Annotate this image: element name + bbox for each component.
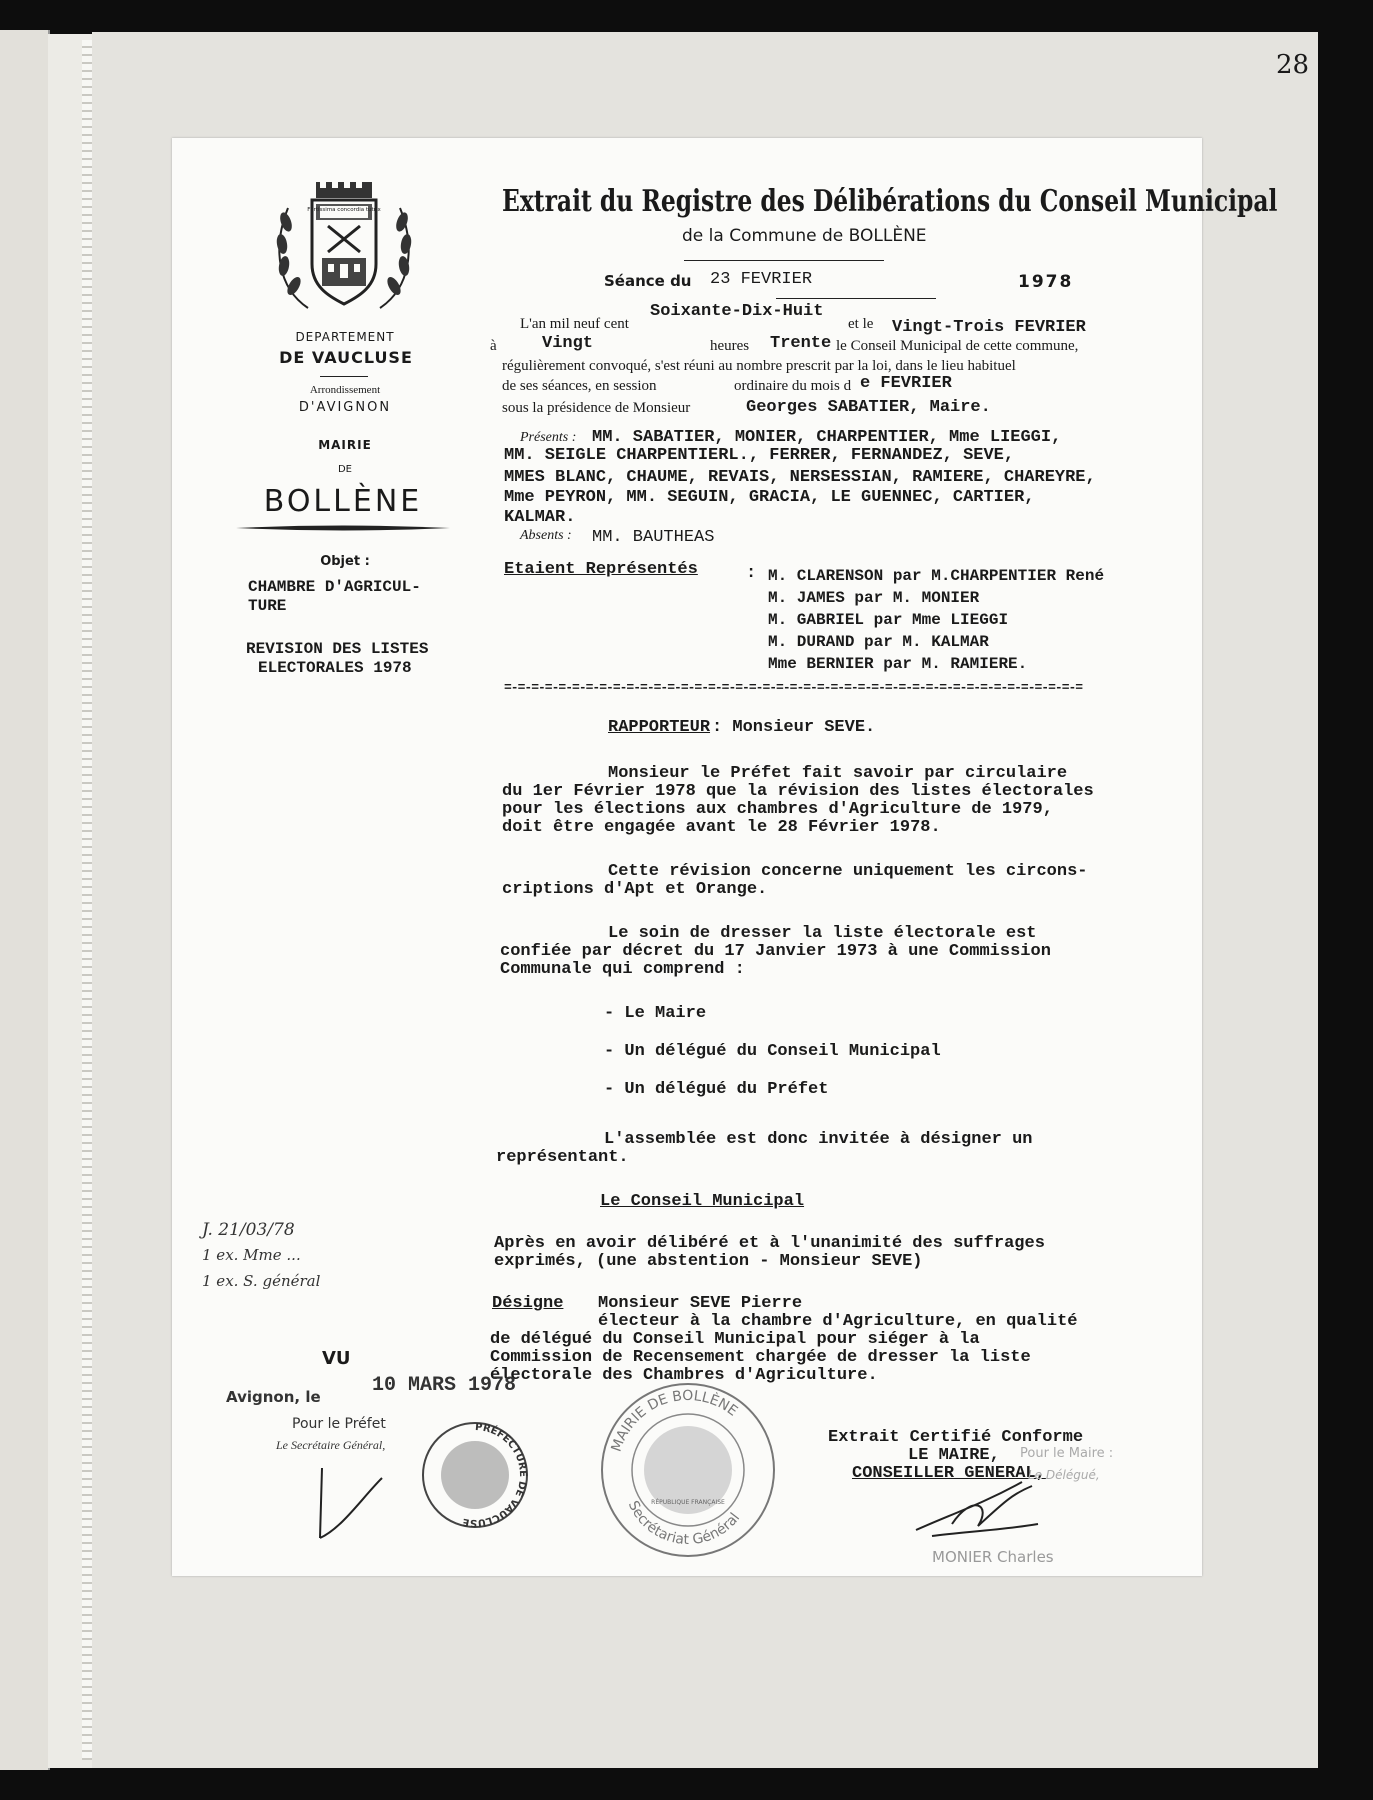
p1-line-3: pour les élections aux chambres d'Agriculture de 1979, [502,800,1053,819]
separator-line: =-=-=-=-=-=-=-=-=-=-=-=-=-=-=-=-=-=-=-=-=-=-=-=-=-=-=-=-=-=-=-=-=-=-=-=-=-=-=-=-=-=-= [504,680,1083,695]
p2-line-2: criptions d'Apt et Orange. [502,880,768,899]
represented-line-5: Mme BERNIER par M. RAMIERE. [768,655,1028,673]
absents-label: Absents : [520,528,572,543]
presents-line-4: Mme PEYRON, MM. SEGUIN, GRACIA, LE GUENNEC, CARTIER, [504,488,1035,507]
list-item-conseil: - Un délégué du Conseil Municipal [604,1042,941,1061]
preamble-line2-a: à [490,338,497,354]
absents-names: MM. BAUTHEAS [592,528,715,547]
departement-name: DE VAUCLUSE [279,348,413,367]
mairie-seal-icon [598,1380,778,1560]
p6-line-2: électeur à la chambre d'Agriculture, en qualité [598,1312,1078,1331]
objet-line-3: REVISION DES LISTES [246,640,429,658]
preamble-month: e FEVRIER [860,374,952,393]
p6-line-1: Monsieur SEVE Pierre [598,1294,803,1313]
mairie-seal-republique: RÉPUBLIQUE FRANÇAISE [651,1499,725,1506]
list-item-prefet: - Un délégué du Préfet [604,1080,829,1099]
p6-line-4: Commission de Recensement chargée de dresser la liste [490,1348,1031,1367]
seance-year: 1978 [1018,272,1074,292]
crest-motto: Fortissima concordia tutrix [307,207,381,213]
preamble-line3: régulièrement convoqué, s'est réuni au nombre prescrit par la loi, dans le lieu habituel [502,358,1016,374]
preamble-president: Georges SABATIER, Maire. [746,398,991,417]
designe-label: Désigne [492,1294,564,1313]
rapporteur-label: RAPPORTEUR [608,718,711,737]
prefet-signature-icon [312,1458,392,1548]
presents-line-2: MM. SEIGLE CHARPENTIERL., FERRER, FERNANDEZ, SEVE, [504,446,1015,465]
seance-label: Séance du [604,272,692,290]
handwritten-note-2: 1 ex. Mme ... [202,1246,301,1264]
p1-line-1: Monsieur le Préfet fait savoir par circulaire [608,764,1068,783]
coat-of-arms-icon [268,178,420,318]
rapporteur-name: : Monsieur SEVE. [712,718,876,737]
arrondissement-label: Arrondissement [309,384,381,396]
objet-line-4: ELECTORALES 1978 [258,659,412,677]
secretaire-general: Le Secrétaire Général, [276,1438,386,1452]
arrondissement-name: D'AVIGNON [298,400,392,415]
p1-line-4: doit être engagée avant le 28 Février 1978. [502,818,941,837]
represented-colon: : [746,564,757,583]
preamble-line1-a: L'an mil neuf cent [520,316,629,332]
preamble-year-word: Soixante-Dix-Huit [650,302,824,321]
preamble-line4-b: ordinaire du mois d [734,378,852,394]
presents-line-3: MMES BLANC, CHAUME, REVAIS, NERSESSIAN, RAMIERE, CHAREYRE, [504,468,1096,487]
avignon-date: 10 MARS 1978 [372,1374,517,1397]
preamble-day: Vingt-Trois FEVRIER [892,318,1086,337]
vu-stamp: VU [322,1348,351,1369]
handwritten-note-3: 1 ex. S. général [202,1272,321,1290]
conseiller-general-label: CONSEILLER GENERAL, [852,1464,1046,1483]
seance-date: 23 FEVRIER [710,270,813,289]
le-delegue-stamp: Le Délégué, [1028,1468,1100,1482]
p1-line-2: du 1er Février 1978 que la révision des listes électorales [502,782,1094,801]
binding-stitch [82,40,92,1760]
p3-line-3: Communale qui comprend : [500,960,745,979]
represented-line-4: M. DURAND par M. KALMAR [768,633,989,651]
document-title: Extrait du Registre des Délibérations du Conseil Municipal [502,184,1278,219]
p3-line-1: Le soin de dresser la liste électorale est [608,924,1037,943]
represented-line-2: M. JAMES par M. MONIER [768,589,980,607]
presents-line-1: MM. SABATIER, MONIER, CHARPENTIER, Mme LIEGGI, [592,428,1062,447]
presents-line-5: KALMAR. [504,508,576,527]
le-maire-label: LE MAIRE, [908,1446,1000,1465]
preamble-line2-c: le Conseil Municipal de cette commune, [836,338,1079,354]
preamble-line5-a: sous la présidence de Monsieur [502,400,691,416]
document-subtitle: de la Commune de BOLLÈNE [682,226,927,246]
pour-le-prefet: Pour le Préfet [292,1416,386,1432]
mairie-label: MAIRIE [318,438,372,452]
monier-charles-stamp: MONIER Charles [932,1548,1054,1566]
mairie-seal-secretariat: Secrétariat Général [624,1498,744,1549]
page-number: 28 [1276,50,1310,80]
p5-line-2: exprimés, (une abstention - Monsieur SEVE) [494,1252,923,1271]
handwritten-note-1: J. 21/03/78 [202,1220,295,1240]
preamble-hour: Vingt [542,334,594,353]
p2-line-1: Cette révision concerne uniquement les circons- [608,862,1088,881]
objet-line-1: CHAMBRE D'AGRICUL- [248,578,421,596]
represented-line-3: M. GABRIEL par Mme LIEGGI [768,611,1009,629]
list-item-maire: - Le Maire [604,1004,707,1023]
mairie-seal-text: MAIRIE DE BOLLÈNE [608,1387,741,1454]
maire-signature-icon [912,1474,1042,1544]
prefecture-seal-text: PRÉFECTURE DE VAUCLUSE [461,1421,529,1529]
represented-line-1: M. CLARENSON par M.CHARPENTIER René [768,567,1105,585]
preamble-line2-b: heures [710,338,750,354]
p6-line-3: de délégué du Conseil Municipal pour siéger à la [490,1330,980,1349]
p3-line-2: confiée par décret du 17 Janvier 1973 à une Commission [500,942,1051,961]
preamble-line1-b: et le [848,316,874,332]
p6-line-5: électorale des Chambres d'Agriculture. [490,1366,878,1385]
certif-label: Extrait Certifié Conforme [828,1428,1084,1447]
commune-underline-icon [236,524,450,532]
preamble-minutes: Trente [770,334,832,353]
album-spine [0,30,50,1770]
preamble-line4-a: de ses séances, en session [502,378,657,394]
p4-line-2: représentant. [496,1148,629,1167]
document-sheet [172,138,1278,1576]
objet-line-2: TURE [248,597,287,615]
presents-label: Présents : [520,430,577,445]
pour-le-maire-stamp: Pour le Maire : [1020,1446,1114,1461]
prefecture-seal-icon [420,1420,530,1530]
avignon-label: Avignon, le [226,1388,321,1406]
objet-label: Objet : [320,554,370,569]
de-label: DE [337,464,353,475]
departement-label: DEPARTEMENT [295,330,395,344]
represented-label: Etaient Représentés [504,560,698,579]
p4-line-1: L'assemblée est donc invitée à désigner un [604,1130,1033,1149]
commune-name: BOLLÈNE [263,484,423,519]
p5-line-1: Après en avoir délibéré et à l'unanimité des suffrages [494,1234,1045,1253]
conseil-heading: Le Conseil Municipal [600,1192,805,1211]
